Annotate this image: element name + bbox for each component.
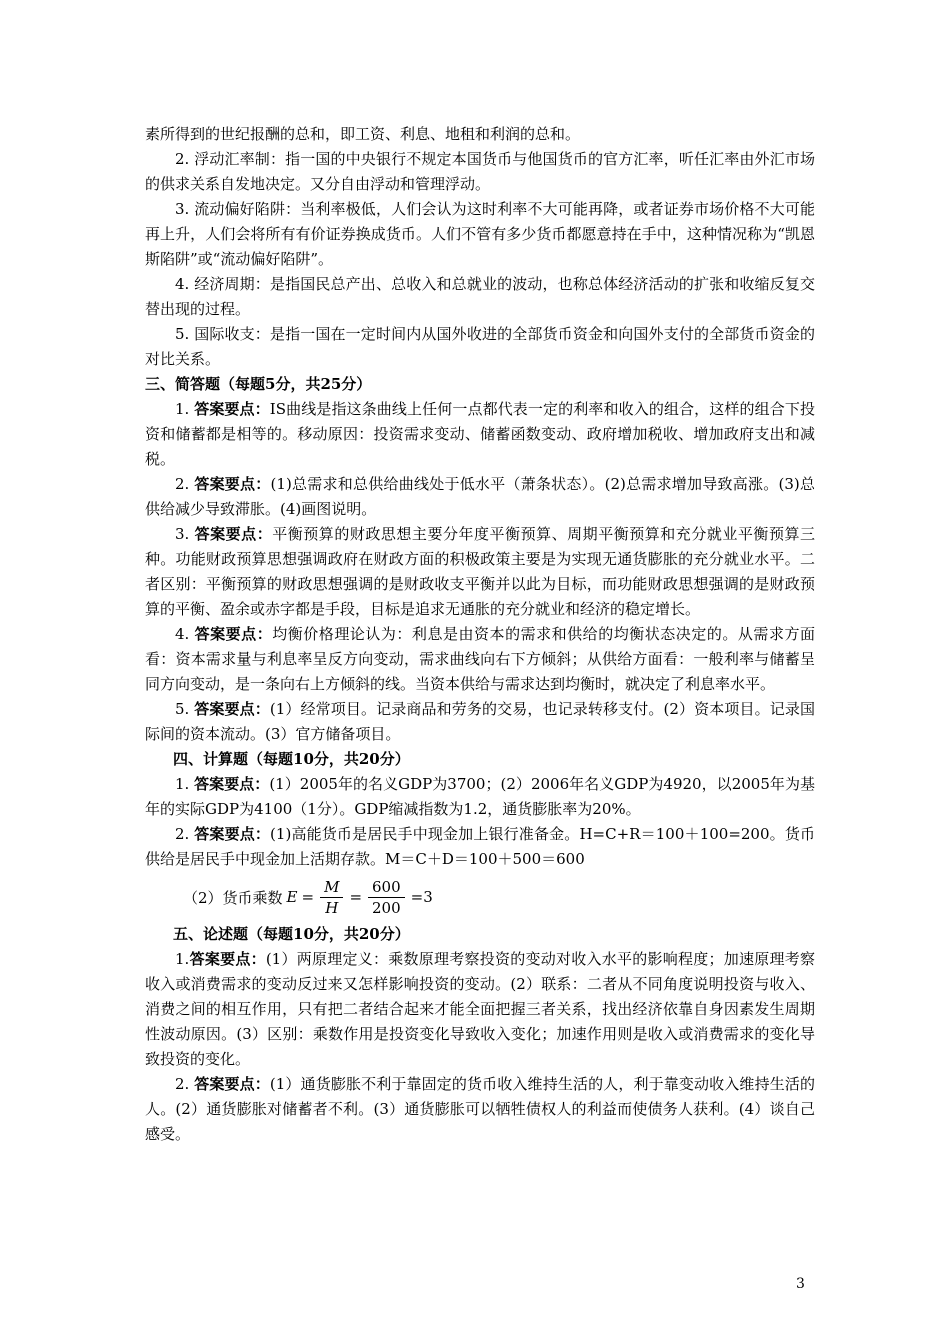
definition-2: 2. 浮动汇率制：指一国的中央银行不规定本国货币与他国货币的官方汇率，听任汇率由外汇市场的供求关系自发地决定。又分自由浮动和管理浮动。 <box>145 150 815 193</box>
section-5-title: 五、论述题（每题10分，共20分） <box>173 925 410 943</box>
item-number: 2. <box>175 825 190 843</box>
answer-label: 答案要点： <box>194 400 270 418</box>
item-number: 1. <box>175 950 190 968</box>
fraction-numerator: 600 <box>368 877 405 898</box>
formula-prefix: （2）货币乘数 <box>183 888 283 907</box>
essay-answer-1 <box>145 947 815 1072</box>
short-answer-3 <box>145 522 815 622</box>
answer-text: (1）经常项目。记录商品和劳务的交易，也记录转移支付。(2）资本项目。记录国际间的资本流动。(3）官方储备项目。 <box>145 700 815 743</box>
calc-answer-2 <box>145 822 815 872</box>
item-number: 1. <box>175 775 190 793</box>
section-3-title: 三、简答题（每题5分，共25分） <box>145 375 372 393</box>
answer-text: (1）2005年的名义GDP为3700；(2）2006年名义GDP为4920，以2005年为基年的实际GDP为4100（1分）。GDP缩减指数为1.2，通货膨胀率为20%。 <box>145 775 815 818</box>
formula-variable: E <box>286 888 298 906</box>
answer-text: IS曲线是指这条曲线上任何一点都代表一定的利率和收入的组合，这样的组合下投资和储蓄都是相等的。移动原因：投资需求变动、储蓄函数变动、政府增加税收、增加政府支出和减税。 <box>145 400 815 468</box>
calc-answer-1 <box>145 772 815 822</box>
answer-label: 答案要点： <box>194 625 273 643</box>
fraction-600-over-200 <box>368 877 405 918</box>
definition-4: 4. 经济周期：是指国民总产出、总收入和总就业的波动，也称总体经济活动的扩张和收缩反复交替出现的过程。 <box>145 275 815 318</box>
answer-label: 答案要点： <box>194 775 270 793</box>
fraction-m-over-h <box>320 877 343 918</box>
answer-text: (1)总需求和总供给曲线处于低水平（萧条状态）。(2)总需求增加导致高涨。(3)总供给减少导致滞胀。(4)画图说明。 <box>145 475 815 518</box>
page-number: 3 <box>796 1276 805 1292</box>
answer-label: 答案要点： <box>194 475 271 493</box>
short-answer-5 <box>145 697 815 747</box>
fraction-numerator: M <box>320 877 343 898</box>
answer-text: 均衡价格理论认为：利息是由资本的需求和供给的均衡状态决定的。从需求方面看：资本需求量与利息率呈反方向变动，需求曲线向右下方倾斜；从供给方面看：一般利率与储蓄呈同方向变动，是一条向右上方倾斜的线。当资本供给与需求达到均衡时，就决定了利息率水平。 <box>145 625 815 693</box>
formula-equals: = <box>301 888 315 906</box>
definition-5: 5. 国际收支：是指一国在一定时间内从国外收进的全部货币资金和向国外支付的全部货币资金的对比关系。 <box>145 325 815 368</box>
answer-label: 答案要点： <box>194 1075 270 1093</box>
answer-text: (1）通货膨胀不利于靠固定的货币收入维持生活的人，利于靠变动收入维持生活的人。(2）通货膨胀对储蓄者不利。(3）通货膨胀可以牺牲债权人的利益而使债务人获利。(4）谈自己感受。 <box>145 1075 815 1143</box>
short-answer-1 <box>145 397 815 472</box>
essay-answer-2 <box>145 1072 815 1147</box>
definition-3: 3. 流动偏好陷阱：当利率极低，人们会认为这时利率不大可能再降，或者证券市场价格不大可能再上升，人们会将所有有价证券换成货币。人们不管有多少货币都愿意持在手中，这种情况称为“凯恩斯陷阱”或“流动偏好陷阱”。 <box>145 200 815 268</box>
answer-label: 答案要点： <box>194 525 273 543</box>
answer-label: 答案要点： <box>194 700 270 718</box>
item-number: 5. <box>175 700 190 718</box>
short-answer-2 <box>145 472 815 522</box>
answer-text: (1)高能货币是居民手中现金加上银行准备金。H=C+R＝100＋100=200。货币供给是居民手中现金加上活期存款。M＝C＋D＝100＋500＝600 <box>145 825 815 868</box>
item-number: 2. <box>175 1075 190 1093</box>
money-multiplier-formula <box>145 872 815 922</box>
item-number: 1. <box>175 400 190 418</box>
page-content <box>145 122 815 1147</box>
fraction-denominator: 200 <box>372 898 401 917</box>
short-answer-4 <box>145 622 815 697</box>
answer-label: 答案要点： <box>194 825 271 843</box>
answer-text: 平衡预算的财政思想主要分年度平衡预算、周期平衡预算和充分就业平衡预算三种。功能财政预算思想强调政府在财政方面的积极政策主要是为实现无通货膨胀的充分就业水平。二者区别：平衡预算的财政思想强调的是财政收支平衡并以此为目标，而功能财政思想强调的是财政预算的平衡、盈余或赤字都是手段，目标是追求无通胀的充分就业和经济的稳定增长。 <box>145 525 815 618</box>
item-number: 4. <box>175 625 190 643</box>
section-4-title: 四、计算题（每题10分，共20分） <box>173 750 410 768</box>
continuation-paragraph: 素所得到的世纪报酬的总和，即工资、利息、地租和利润的总和。 <box>145 125 581 143</box>
item-number: 3. <box>175 525 190 543</box>
answer-text: (1）两原理定义：乘数原理考察投资的变动对收入水平的影响程度；加速原理考察收入或消费需求的变动反过来又怎样影响投资的变动。(2）联系：二者从不同角度说明投资与收入、消费之间的相互作用，只有把二者结合起来才能全面把握三者关系，找出经济依靠自身因素发生周期性波动原因。(3）区别：乘数作用是投资变化导致收入变化；加速作用则是收入或消费需求的变化导致投资的变化。 <box>145 950 815 1068</box>
item-number: 2. <box>175 475 190 493</box>
fraction-denominator: H <box>325 898 339 917</box>
formula-result: =3 <box>410 888 433 906</box>
answer-label: 答案要点： <box>189 950 266 968</box>
formula-equals: = <box>349 888 363 906</box>
